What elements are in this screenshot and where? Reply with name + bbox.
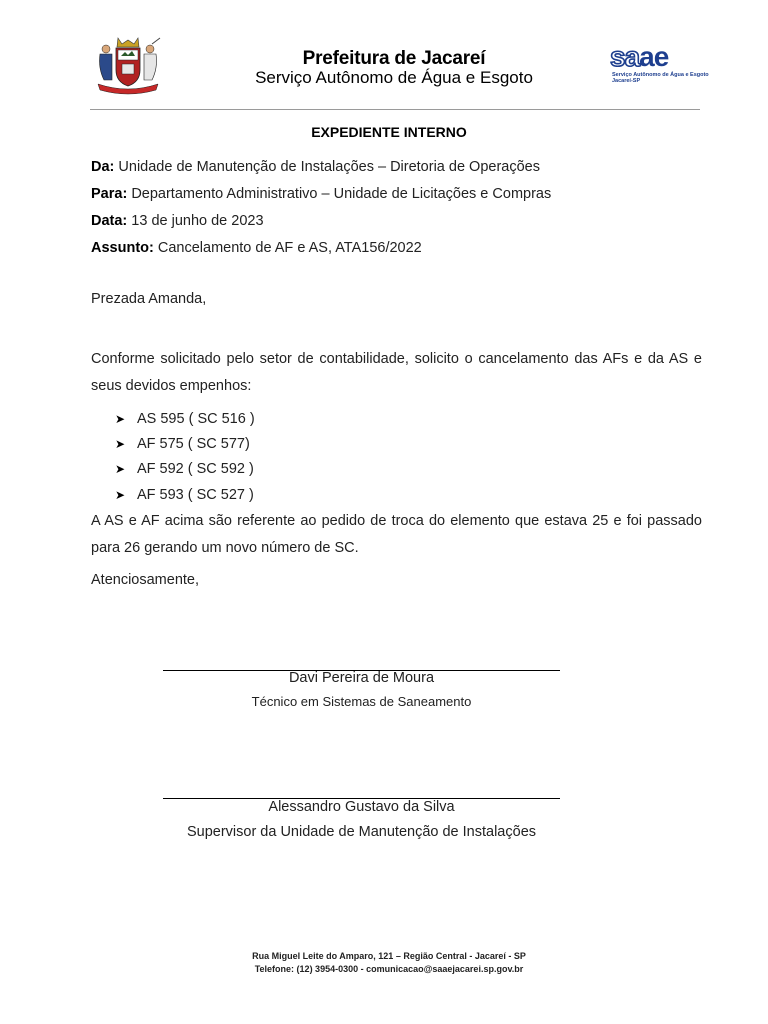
field-from [91,159,540,175]
field-to-label: Para: [91,186,128,202]
list-item [115,487,254,503]
field-subject-value: Cancelamento de AF e AS, ATA156/2022 [157,240,422,256]
field-to-value: Departamento Administrativo – Unidade de Licitações e Compras [131,186,552,202]
closing: Atenciosamente, [91,572,200,588]
field-date [91,213,264,229]
field-date-value: 13 de junho de 2023 [131,213,264,229]
signature-role: Supervisor da Unidade de Manutenção de Instalações [186,824,537,840]
greeting: Prezada Amanda, [91,291,207,307]
header-title: Prefeitura de Jacareí [302,48,486,69]
signature-name: Alessandro Gustavo da Silva [268,799,455,815]
field-subject-label: Assunto: [91,240,154,256]
footer-address: Rua Miguel Leite do Amparo, 121 – Região Central - Jacareí - SP [252,951,526,961]
field-from-label: Da: [91,159,115,175]
saae-logo-line2: Jacareí-SP [612,78,641,84]
field-from-value: Unidade de Manutenção de Instalações – Diretoria de Operações [118,159,540,175]
list-item [115,436,250,452]
saae-logo-line1: Serviço Autônomo de Água e Esgoto [612,72,709,78]
document-title: EXPEDIENTE INTERNO [311,124,467,140]
header-divider [90,109,700,110]
footer-contact: Telefone: (12) 3954-0300 - comunicacao@saaejacarei.sp.gov.br [254,964,524,974]
list-item-text: AS 595 ( SC 516 ) [137,411,255,427]
list-item-text: AF 575 ( SC 577) [137,436,250,452]
list-item-text: AF 593 ( SC 527 ) [137,487,254,503]
signature-role: Técnico em Sistemas de Saneamento [251,694,472,709]
list-item-text: AF 592 ( SC 592 ) [137,461,254,477]
intro-paragraph: Conforme solicitado pelo setor de contabilidade, solicito o cancelamento das AFs e da AS e seus devidos empenhos: [91,351,702,394]
signature-name: Davi Pereira de Moura [288,670,435,686]
field-to [91,186,551,202]
arrow-bullet-icon: ➤ [115,462,126,476]
arrow-bullet-icon: ➤ [115,412,126,426]
header-subtitle: Serviço Autônomo de Água e Esgoto [255,68,533,87]
arrow-bullet-icon: ➤ [115,488,126,502]
saae-logo [610,41,709,88]
list-item [115,411,255,427]
explanation-paragraph: A AS e AF acima são referente ao pedido de troca do elemento que estava 25 e foi passado para 26 gerando um novo número de SC. [91,513,702,556]
field-date-label: Data: [91,213,128,229]
list-item [115,461,254,477]
field-subject [91,240,422,256]
arrow-bullet-icon: ➤ [115,437,126,451]
saae-logo-ae: ae [639,41,669,72]
saae-logo-sa: sa [610,41,640,72]
